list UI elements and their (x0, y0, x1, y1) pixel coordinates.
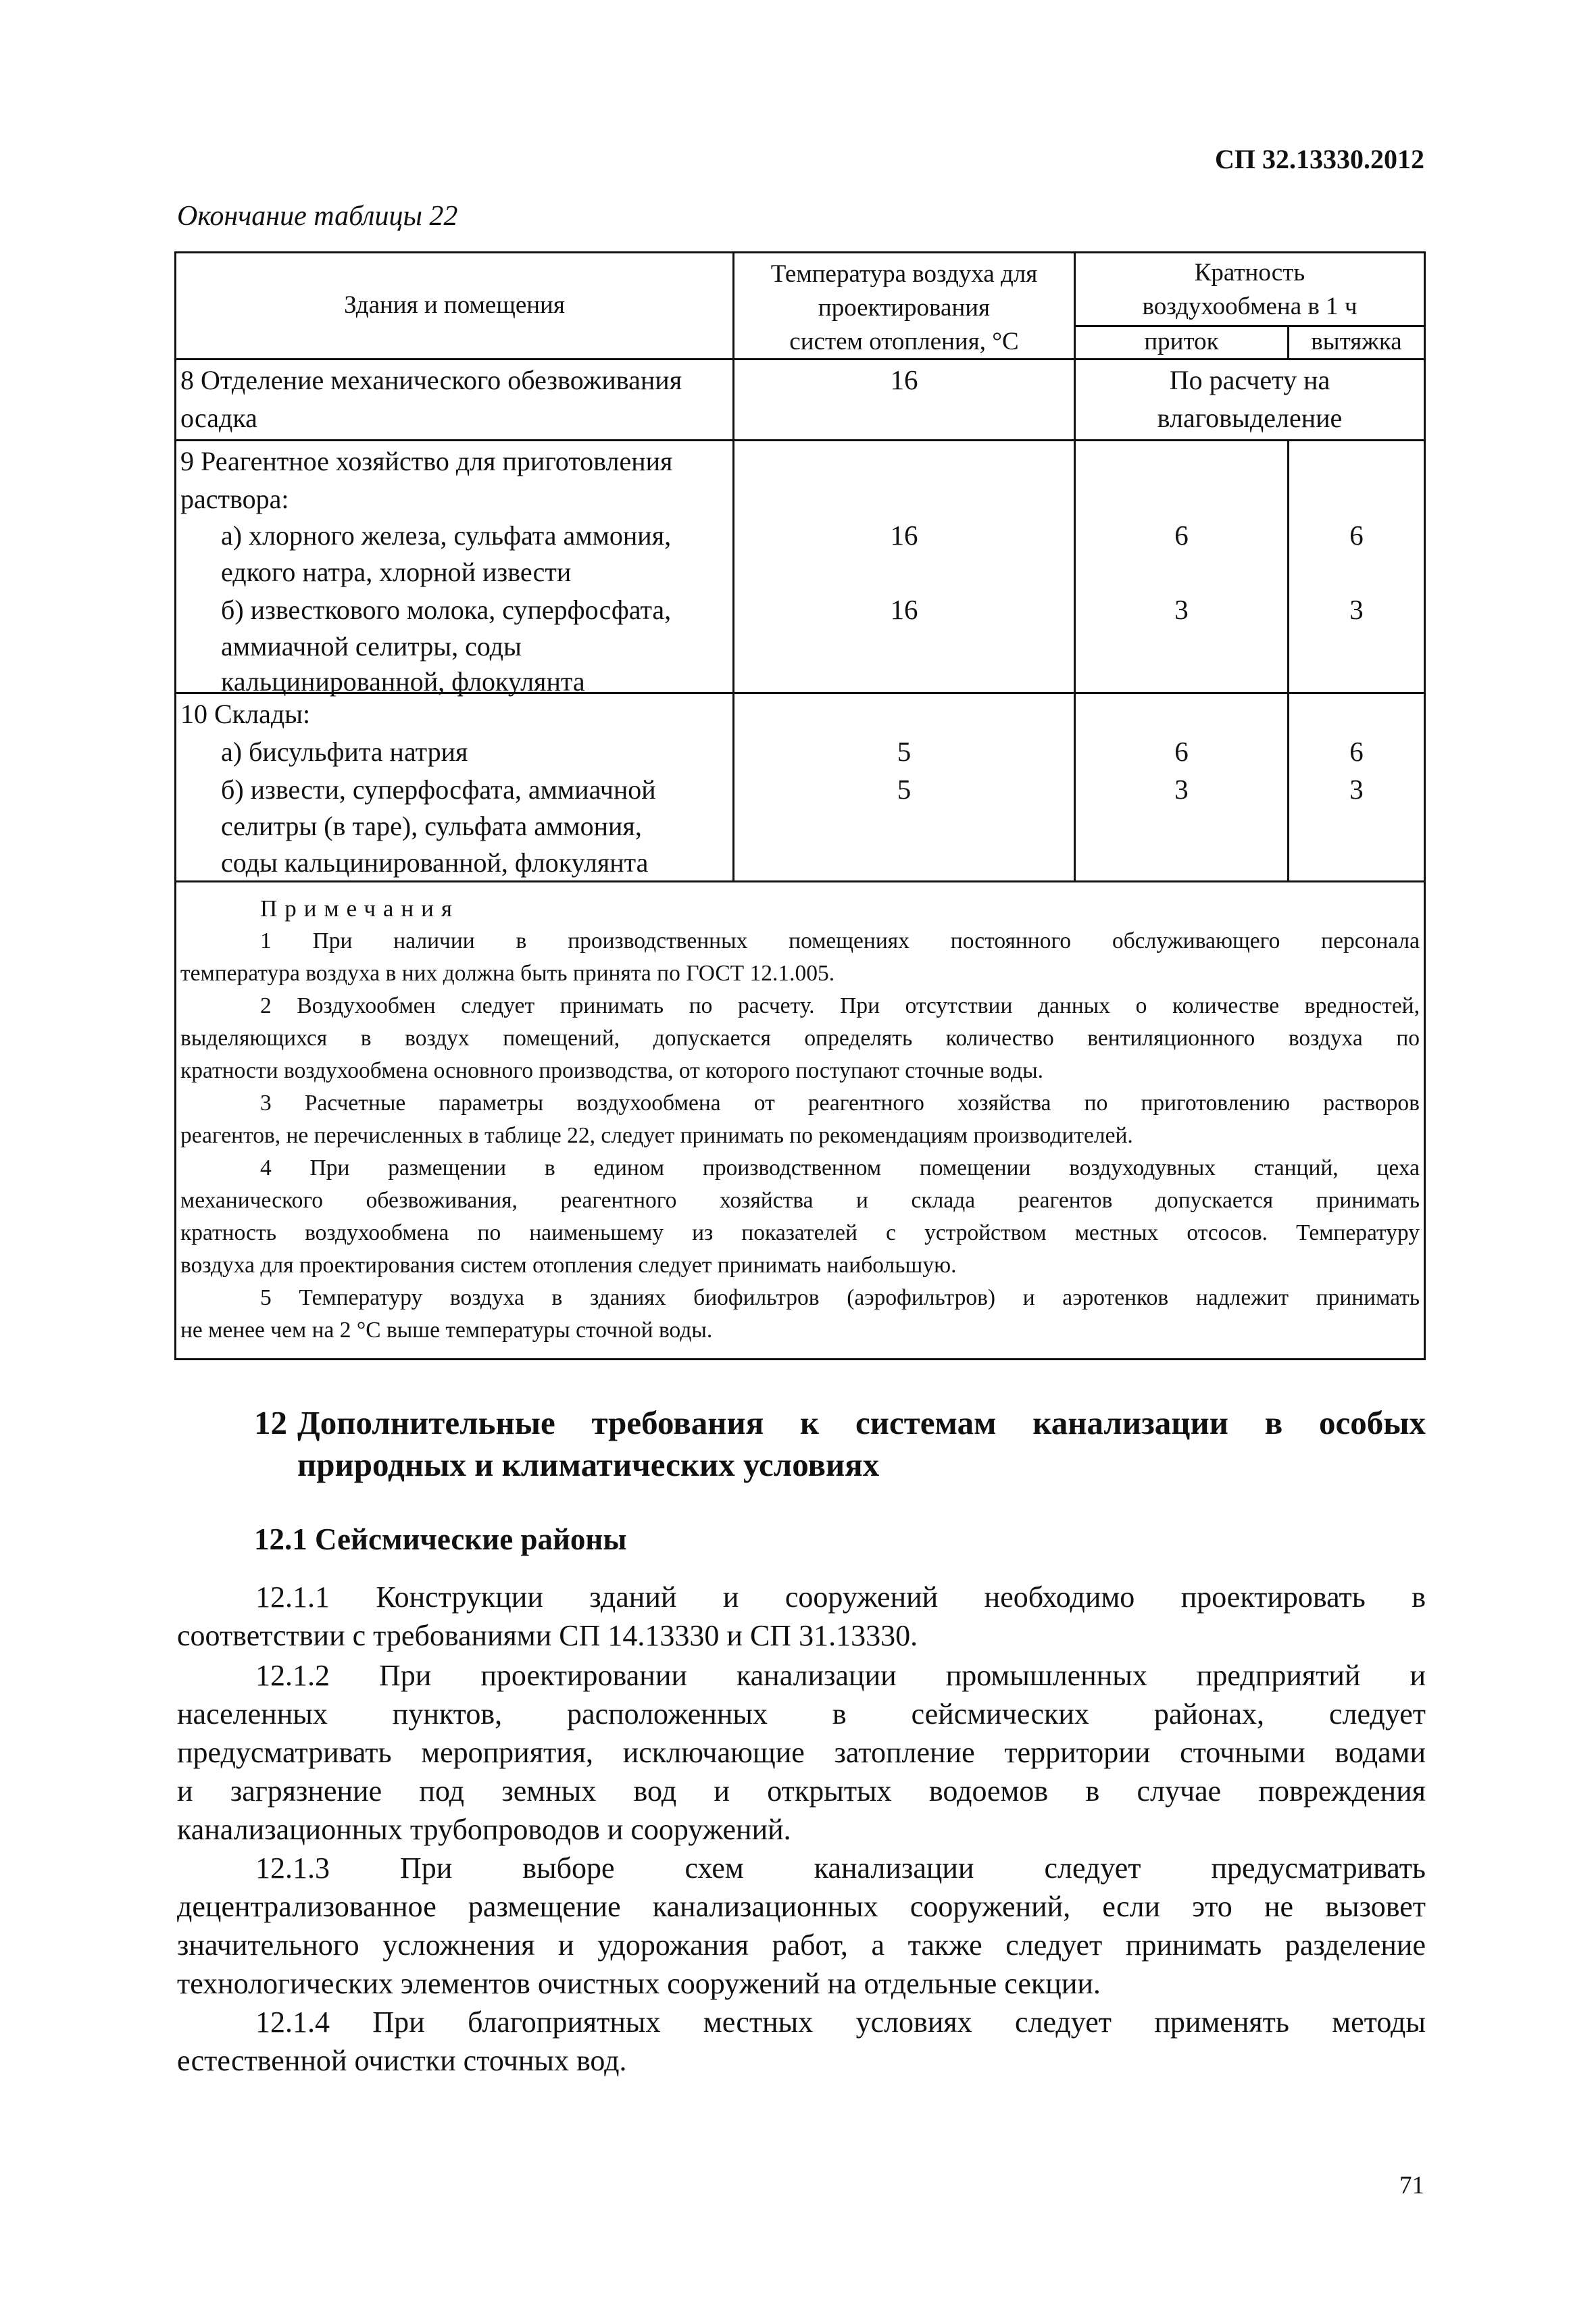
paragraph-line: 12.1.4 При благоприятных местных условиях следует применять методы (255, 2006, 1426, 2039)
note-line: 1 При наличии в производственных помещениях постоянного обслуживающего персонала (260, 928, 1420, 953)
row10a-exhaust: 6 (1349, 736, 1364, 767)
row10a-name: а) бисульфита натрия (221, 737, 468, 767)
row10b-name-1: б) извести, суперфосфата, аммиачной (221, 774, 656, 805)
note-line: выделяющихся в воздух помещений, допускается определять количество вентиляционного воздуха по (180, 1026, 1420, 1051)
section-number: 12 (254, 1404, 287, 1441)
row9a-name-1: а) хлорного железа, сульфата аммония, (221, 520, 672, 551)
note-line: кратности воздухообмена основного производства, от которого поступают сточные воды. (180, 1058, 1044, 1083)
row9b-name-2: аммиачной селитры, соды (221, 631, 522, 662)
paragraph-12-1-3 (177, 1849, 1426, 2003)
paragraph-line: населенных пунктов, расположенных в сейсмических районах, следует (177, 1697, 1426, 1731)
paragraph-line: значительного усложнения и удорожания работ, а также следует принимать разделение (177, 1928, 1426, 1962)
row9a-temp: 16 (890, 520, 918, 551)
row9b-name-3: кальцинированной, флокулянта (221, 666, 585, 697)
paragraph-line: 12.1.3 При выборе схем канализации следует предусматривать (255, 1851, 1426, 1885)
header-inflow: приток (1144, 328, 1219, 355)
section-title-1: Дополнительные требования к системам канализации в особых (297, 1404, 1426, 1441)
row10b-name-3: соды кальцинированной, флокулянта (221, 847, 649, 878)
paragraph-line: 12.1.2 При проектировании канализации промышленных предприятий и (255, 1659, 1426, 1692)
note-line: 5 Температуру воздуха в зданиях биофильтров (аэрофильтров) и аэротенков надлежит принимать (260, 1285, 1420, 1310)
notes-title: Примечания (260, 895, 460, 922)
page-number: 71 (1399, 2172, 1424, 2199)
row9a-inflow: 6 (1174, 520, 1189, 551)
note-line: температура воздуха в них должна быть принята по ГОСТ 12.1.005. (180, 961, 835, 986)
header-rate-1: Кратность (1194, 259, 1305, 287)
paragraph-12-1-1 (177, 1578, 1426, 1655)
row9a-exhaust: 6 (1349, 520, 1364, 551)
row8-name-2: осадка (180, 403, 257, 433)
paragraph-line: 12.1.1 Конструкции зданий и сооружений необходимо проектировать в (255, 1580, 1426, 1614)
row9-name-2: раствора: (180, 484, 289, 514)
paragraph-line: естественной очистки сточных вод. (177, 2044, 627, 2077)
row8-name-1: 8 Отделение механического обезвоживания (180, 365, 682, 395)
note-line: воздуха для проектирования систем отопления следует принимать наибольшую. (180, 1253, 957, 1278)
row10b-inflow: 3 (1174, 774, 1189, 805)
row10-name: 10 Склады: (180, 699, 311, 729)
row10a-inflow: 6 (1174, 736, 1189, 767)
paragraph-line: предусматривать мероприятия, исключающие затопление территории сточными водами (177, 1736, 1426, 1769)
paragraph-line: децентрализованное размещение канализационных сооружений, если это не вызовет (177, 1890, 1426, 1923)
paragraph-line: технологических элементов очистных сооружений на отдельные секции. (177, 1967, 1101, 2000)
row9b-inflow: 3 (1174, 594, 1189, 625)
section-title-2: природных и климатических условиях (297, 1446, 880, 1483)
note-line: не менее чем на 2 °С выше температуры сточной воды. (180, 1318, 713, 1343)
note-line: кратность воздухообмена по наименьшему из показателей с устройством местных отсосов. Температуру (180, 1220, 1420, 1245)
paragraph-12-1-2 (177, 1656, 1426, 1849)
row9-name-1: 9 Реагентное хозяйство для приготовления (180, 446, 673, 476)
paragraph-line: и загрязнение под земных вод и открытых водоемов в случае повреждения (177, 1774, 1426, 1808)
header-temp-1: Температура воздуха для (770, 260, 1038, 288)
header-temp-3: систем отопления, °С (789, 328, 1019, 355)
header-temp-2: проектирования (818, 294, 991, 322)
note-line: 2 Воздухообмен следует принимать по расчету. При отсутствии данных о количестве вредностей, (260, 993, 1420, 1018)
subsection-title: 12.1 Сейсмические районы (254, 1522, 627, 1556)
row10b-temp: 5 (897, 774, 912, 805)
header-exhaust: вытяжка (1311, 328, 1402, 355)
row10b-name-2: селитры (в таре), сульфата аммония, (221, 811, 642, 841)
row9a-name-2: едкого натра, хлорной извести (221, 557, 572, 587)
note-line: реагентов, не перечисленных в таблице 22, следует принимать по рекомендациям производителей. (180, 1123, 1133, 1148)
paragraph-12-1-4 (177, 2003, 1426, 2080)
col-divider-3-body (1287, 441, 1289, 880)
row9b-name-1: б) известкового молока, суперфосфата, (221, 595, 672, 625)
row8-rate-1: По расчету на (1169, 365, 1330, 395)
row9b-exhaust: 3 (1349, 594, 1364, 625)
row10a-temp: 5 (897, 736, 912, 767)
row8-temp: 16 (890, 364, 918, 395)
table-22 (174, 251, 1426, 1360)
note-line: 3 Расчетные параметры воздухообмена от реагентного хозяйства по приготовлению растворов (260, 1091, 1420, 1116)
paragraph-line: канализационных трубопроводов и сооружений. (177, 1813, 791, 1846)
document-code: СП 32.13330.2012 (1215, 144, 1424, 174)
header-rate-2: воздухообмена в 1 ч (1142, 293, 1357, 320)
note-line: 4 При размещении в едином производственном помещении воздуходувных станций, цеха (260, 1155, 1420, 1180)
row-divider-8 (176, 439, 1424, 441)
row9b-temp: 16 (890, 594, 918, 625)
table-caption: Окончание таблицы 22 (177, 201, 458, 232)
paragraph-line: соответствии с требованиями СП 14.13330 и СП 31.13330. (177, 1619, 918, 1652)
header-building: Здания и помещения (344, 291, 565, 319)
row8-rate-2: влаговыделение (1157, 403, 1343, 433)
note-line: механического обезвоживания, реагентного хозяйства и склада реагентов допускается принимать (180, 1188, 1420, 1213)
row10b-exhaust: 3 (1349, 774, 1364, 805)
